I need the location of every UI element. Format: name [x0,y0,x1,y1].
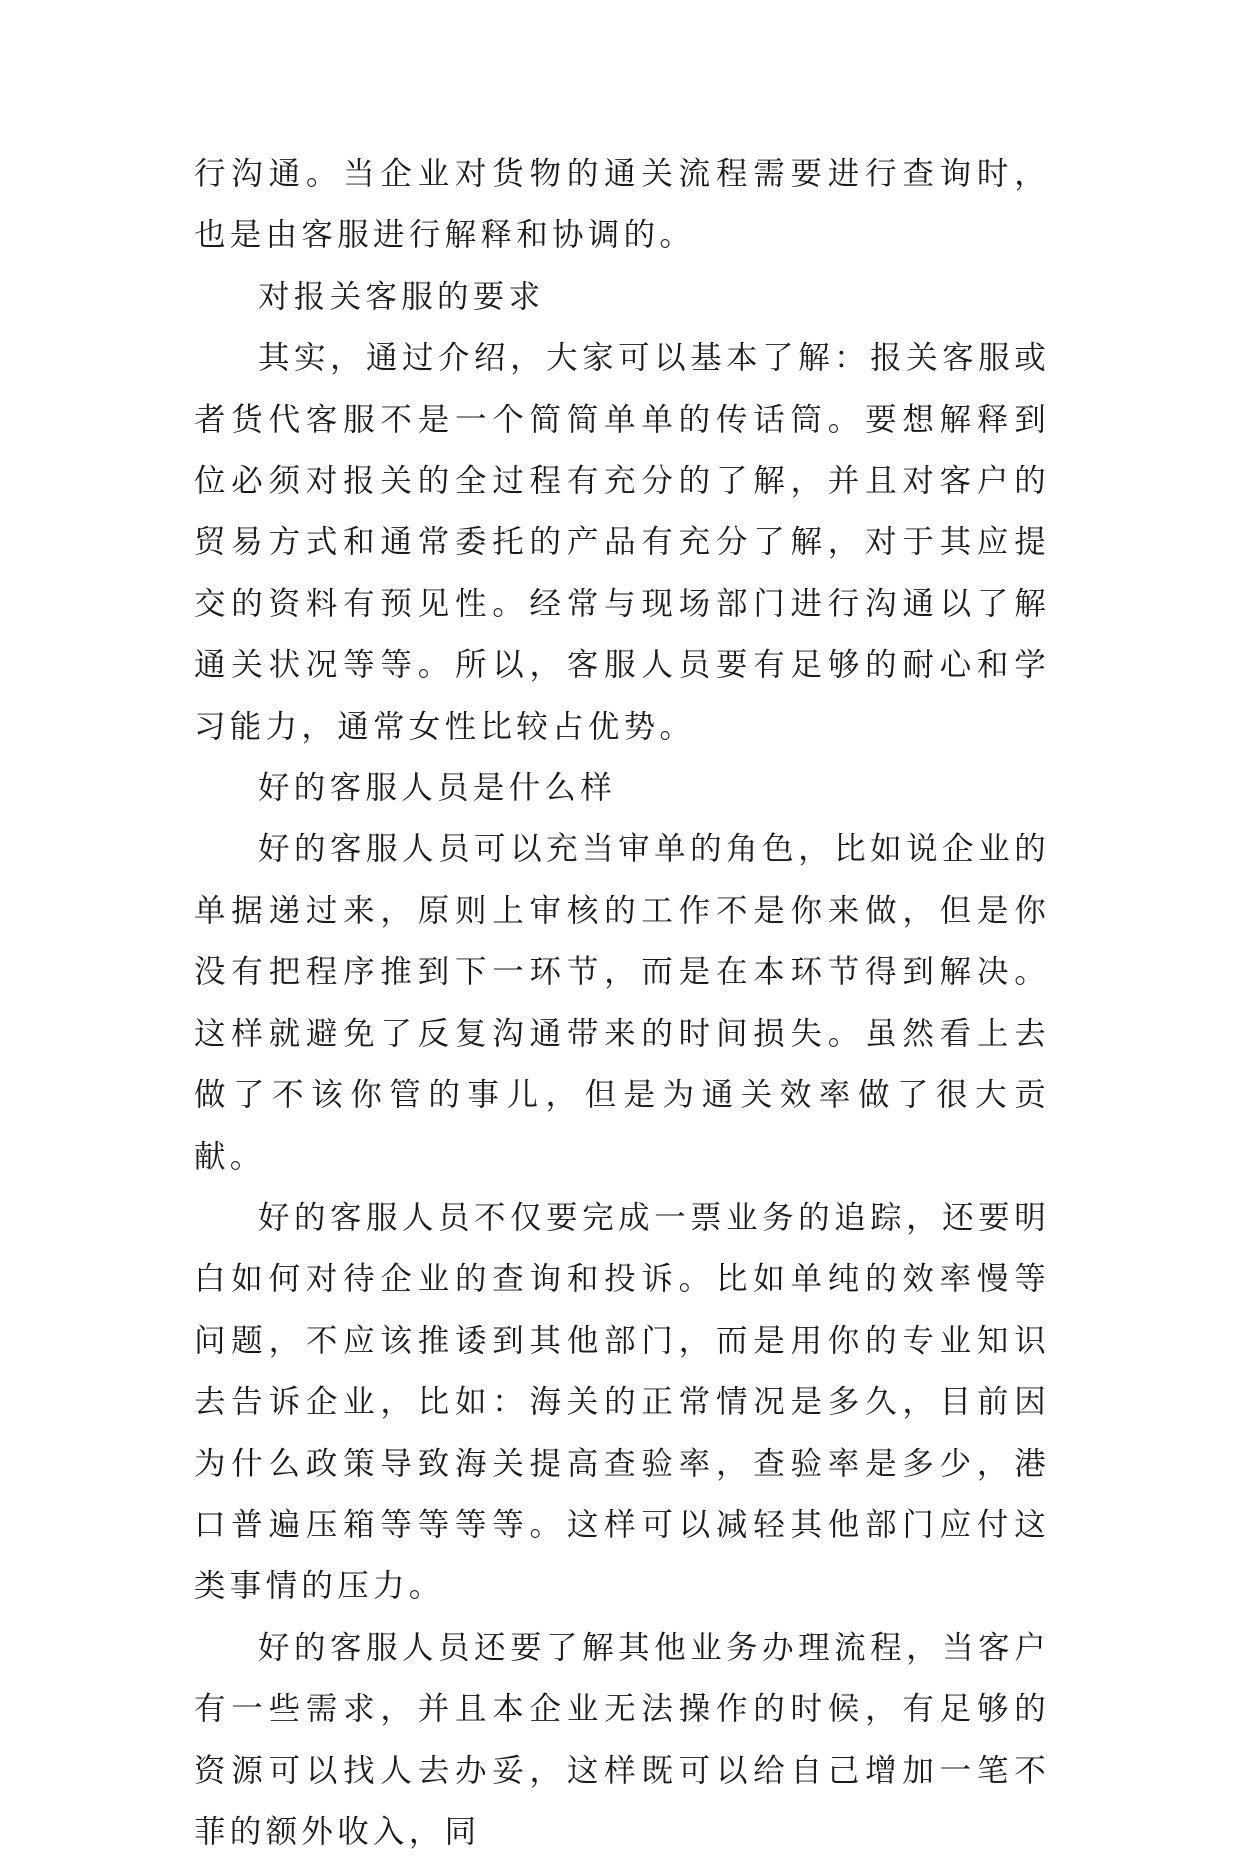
document-body [194,144,1050,1863]
paragraph-other-business: 好的客服人员还要了解其他业务办理流程，当客户有一些需求，并且本企业无法操作的时候，有足够的资源可以找人去办妥，这样既可以给自己增加一笔不菲的额外收入，同 [194,1629,1050,1850]
paragraph-inquiry-handling: 好的客服人员不仅要完成一票业务的追踪，还要明白如何对待企业的查询和投诉。比如单纯的效率慢等问题，不应该推诿到其他部门，而是用你的专业知识去告诉企业，比如：海关的正常情况是多久，目前因为什么政策导致海关提高查验率，查验率是多少，港口普遍压箱等等等等。这样可以减轻其他部门应付这类事情的压力。 [194,1199,1050,1605]
paragraph-review-role: 好的客服人员可以充当审单的角色，比如说企业的单据递过来，原则上审核的工作不是你来做，但是你没有把程序推到下一环节，而是在本环节得到解决。这样就避免了反复沟通带来的时间损失。虽然看上去做了不该你管的事儿，但是为通关效率做了很大贡献。 [194,831,1050,1175]
section-heading-requirements: 对报关客服的要求 [258,278,545,315]
section-heading-good-service: 好的客服人员是什么样 [258,770,617,807]
paragraph-requirements: 其实，通过介绍，大家可以基本了解：报关客服或者货代客服不是一个简简单单的传话筒。要想解释到位必须对报关的全过程有充分的了解，并且对客户的贸易方式和通常委托的产品有充分了解，对于其应提交的资料有预见性。经常与现场部门进行沟通以了解通关状况等等。所以，客服人员要有足够的耐心和学习能力，通常女性比较占优势。 [194,340,1050,745]
paragraph-continued: 行沟通。当企业对货物的通关流程需要进行查询时，也是由客服进行解释和协调的。 [194,156,1050,254]
